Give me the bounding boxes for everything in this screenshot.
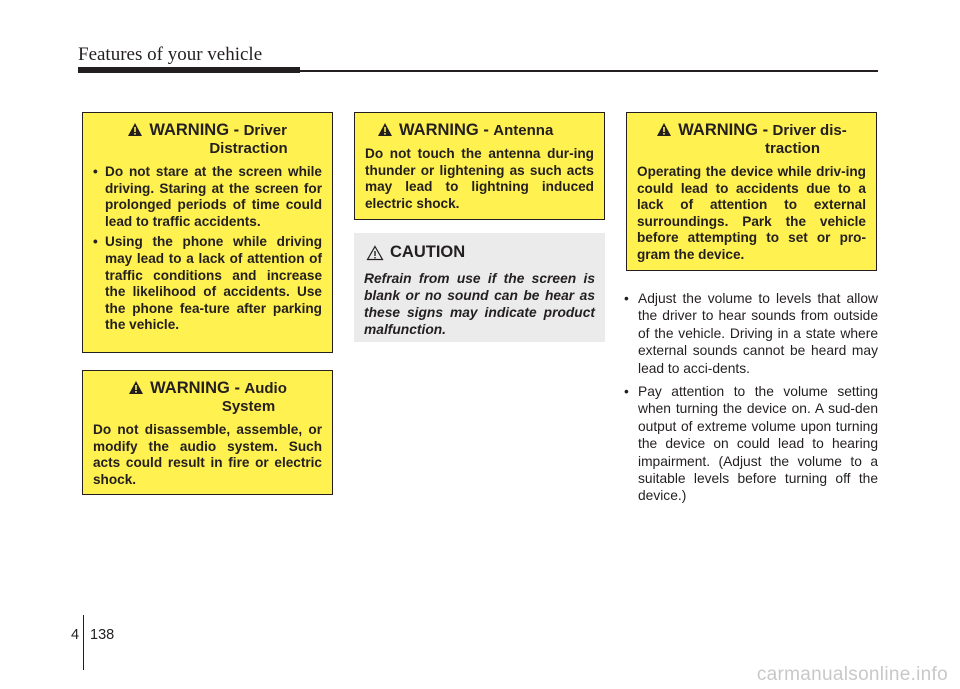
page-header-title: Features of your vehicle bbox=[78, 44, 263, 65]
warning-box-driver-distraction-device bbox=[626, 112, 877, 271]
warning-subject-cont: Distraction bbox=[209, 140, 288, 157]
warning-body: Operating the device while driv-ing could lead to accidents due to a lack of attention to external surroundings. Park the vehicle before attempting to set or pro-gram the device. bbox=[637, 164, 866, 262]
warning-heading-text bbox=[150, 379, 287, 416]
warning-heading bbox=[93, 121, 322, 158]
warning-list-item: • Do not stare at the screen while driving. Staring at the screen for prolonged periods of time could lead to traffic accidents. bbox=[93, 164, 322, 230]
warning-heading-text bbox=[399, 121, 553, 140]
warning-body: Do not touch the antenna dur-ing thunder or lightening as such acts may lead to lightning induced electric shock. bbox=[365, 146, 594, 211]
volume-guidance-list bbox=[622, 290, 878, 511]
warning-label: WARNING - bbox=[678, 121, 769, 139]
guidance-item: • Pay attention to the volume setting when turning the device on. A sud-den output of extreme volume upon turning the device on could lead to hearing impairment. (Adjust the volume to a suitable levels before turning off the device.) bbox=[622, 383, 878, 505]
warning-subject: Driver dis- bbox=[772, 122, 847, 139]
warning-subject: Audio bbox=[244, 380, 287, 397]
warning-heading-text bbox=[678, 121, 846, 158]
warning-subject: Antenna bbox=[493, 122, 554, 139]
warning-box-driver-distraction bbox=[82, 112, 333, 353]
warning-subject-cont: System bbox=[221, 398, 276, 415]
warning-body bbox=[93, 164, 322, 334]
warning-label: WARNING - bbox=[149, 121, 240, 139]
warning-box-antenna bbox=[354, 112, 605, 220]
warning-subject: Driver bbox=[243, 122, 287, 139]
guidance-item: • Adjust the volume to levels that allow the driver to hear sounds from outside of the vehicle. Driving in a state where external sounds cannot be heard may lead to acci-dents. bbox=[622, 290, 878, 377]
warning-label: WARNING - bbox=[399, 121, 489, 139]
caution-label: CAUTION bbox=[390, 243, 466, 261]
warning-heading-text bbox=[149, 121, 287, 158]
caution-box bbox=[354, 233, 605, 342]
warning-heading bbox=[365, 121, 594, 140]
warning-triangle-icon bbox=[656, 122, 672, 137]
warning-heading bbox=[637, 121, 866, 158]
warning-body: Do not disassemble, assemble, or modify the audio system. Such acts could result in fire or electric shock. bbox=[93, 422, 322, 487]
watermark: carmanualsonline.info bbox=[756, 664, 948, 685]
caution-heading bbox=[366, 243, 595, 262]
header-rule-thin bbox=[300, 70, 878, 72]
warning-heading bbox=[93, 379, 322, 416]
warning-subject-cont: traction bbox=[764, 140, 820, 157]
chapter-number: 4 bbox=[71, 627, 80, 643]
caution-body: Refrain from use if the screen is blank or no sound can be hear as these signs may indicate product malfunction. bbox=[364, 271, 595, 337]
warning-triangle-icon bbox=[127, 122, 143, 137]
warning-list bbox=[93, 164, 322, 334]
caution-triangle-icon bbox=[366, 245, 384, 261]
page-number: 138 bbox=[90, 627, 115, 643]
warning-list-item: • Using the phone while driving may lead to a lack of attention of traffic conditions and increase the likelihood of accidents. Use the phone fea-ture after parking the vehicle. bbox=[93, 234, 322, 334]
warning-box-audio-system bbox=[82, 370, 333, 495]
warning-label: WARNING - bbox=[150, 379, 240, 397]
header-rule-thick bbox=[78, 67, 300, 73]
warning-triangle-icon bbox=[377, 122, 393, 137]
footer-rule bbox=[83, 615, 84, 670]
warning-triangle-icon bbox=[128, 380, 144, 395]
